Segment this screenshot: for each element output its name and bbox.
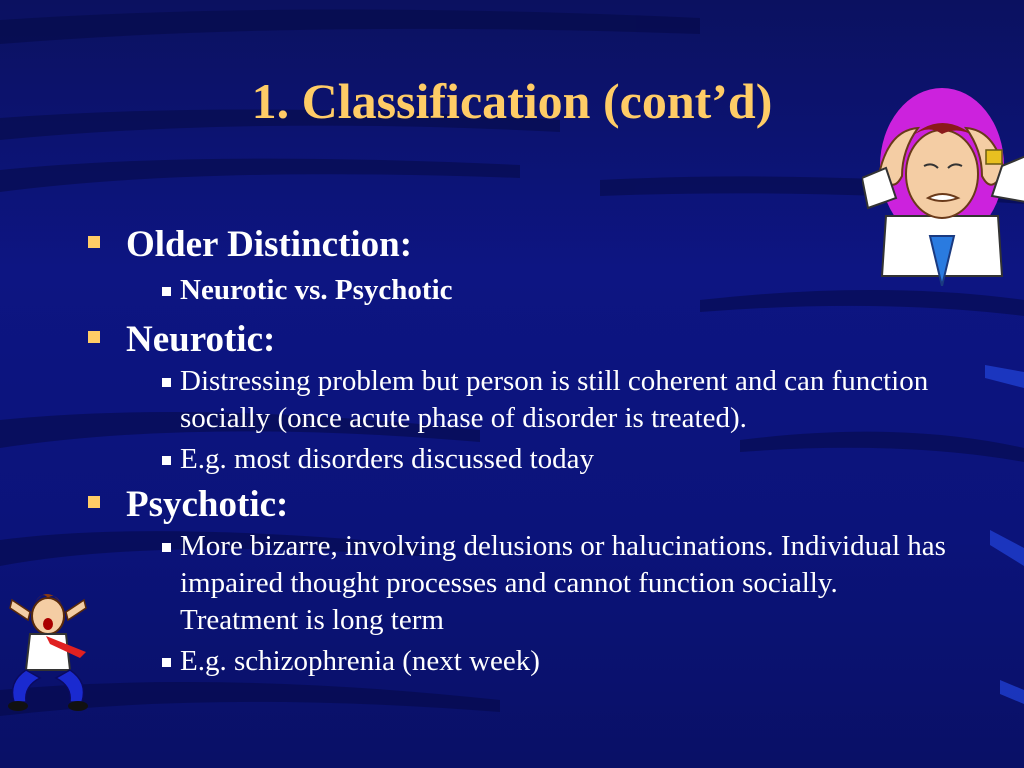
square-bullet-icon <box>88 331 100 343</box>
square-bullet-icon <box>162 378 171 387</box>
panicked-man-clipart <box>0 578 96 716</box>
sub-bullet <box>134 441 948 478</box>
sub-bullet <box>134 363 948 437</box>
bullet-psychotic <box>88 482 948 680</box>
sub-bullet <box>134 272 948 309</box>
square-bullet-icon <box>162 543 171 552</box>
bullet-neurotic <box>88 317 948 478</box>
sub-bullet-text: More bizarre, involving delusions or halucinations. Individual has impaired thought processes and cannot function socially. Treatment is long term <box>180 530 946 636</box>
square-bullet-icon <box>88 496 100 508</box>
sub-list <box>126 272 948 309</box>
square-bullet-icon <box>162 658 171 667</box>
sub-bullet-text: E.g. most disorders discussed today <box>180 443 595 475</box>
slide-title: 1. Classification (cont’d) <box>251 73 773 129</box>
stressed-man-clipart <box>862 86 1024 286</box>
bullet-list <box>88 222 948 684</box>
bullet-label: Psychotic: <box>126 484 289 525</box>
bullet-label: Older Distinction: <box>126 224 413 265</box>
sub-bullet-text: Distressing problem but person is still coherent and can function socially (once acute phase of disorder is treated). <box>180 365 929 434</box>
sub-list <box>126 528 948 680</box>
sub-list <box>126 363 948 478</box>
square-bullet-icon <box>162 456 171 465</box>
sub-bullet-text: E.g. schizophrenia (next week) <box>180 645 540 677</box>
bullet-older-distinction <box>88 222 948 309</box>
sub-bullet <box>134 643 948 680</box>
square-bullet-icon <box>162 287 171 296</box>
sub-bullet-text: Neurotic vs. Psychotic <box>180 274 453 306</box>
bullet-label: Neurotic: <box>126 319 276 360</box>
sub-bullet <box>134 528 948 639</box>
square-bullet-icon <box>88 236 100 248</box>
